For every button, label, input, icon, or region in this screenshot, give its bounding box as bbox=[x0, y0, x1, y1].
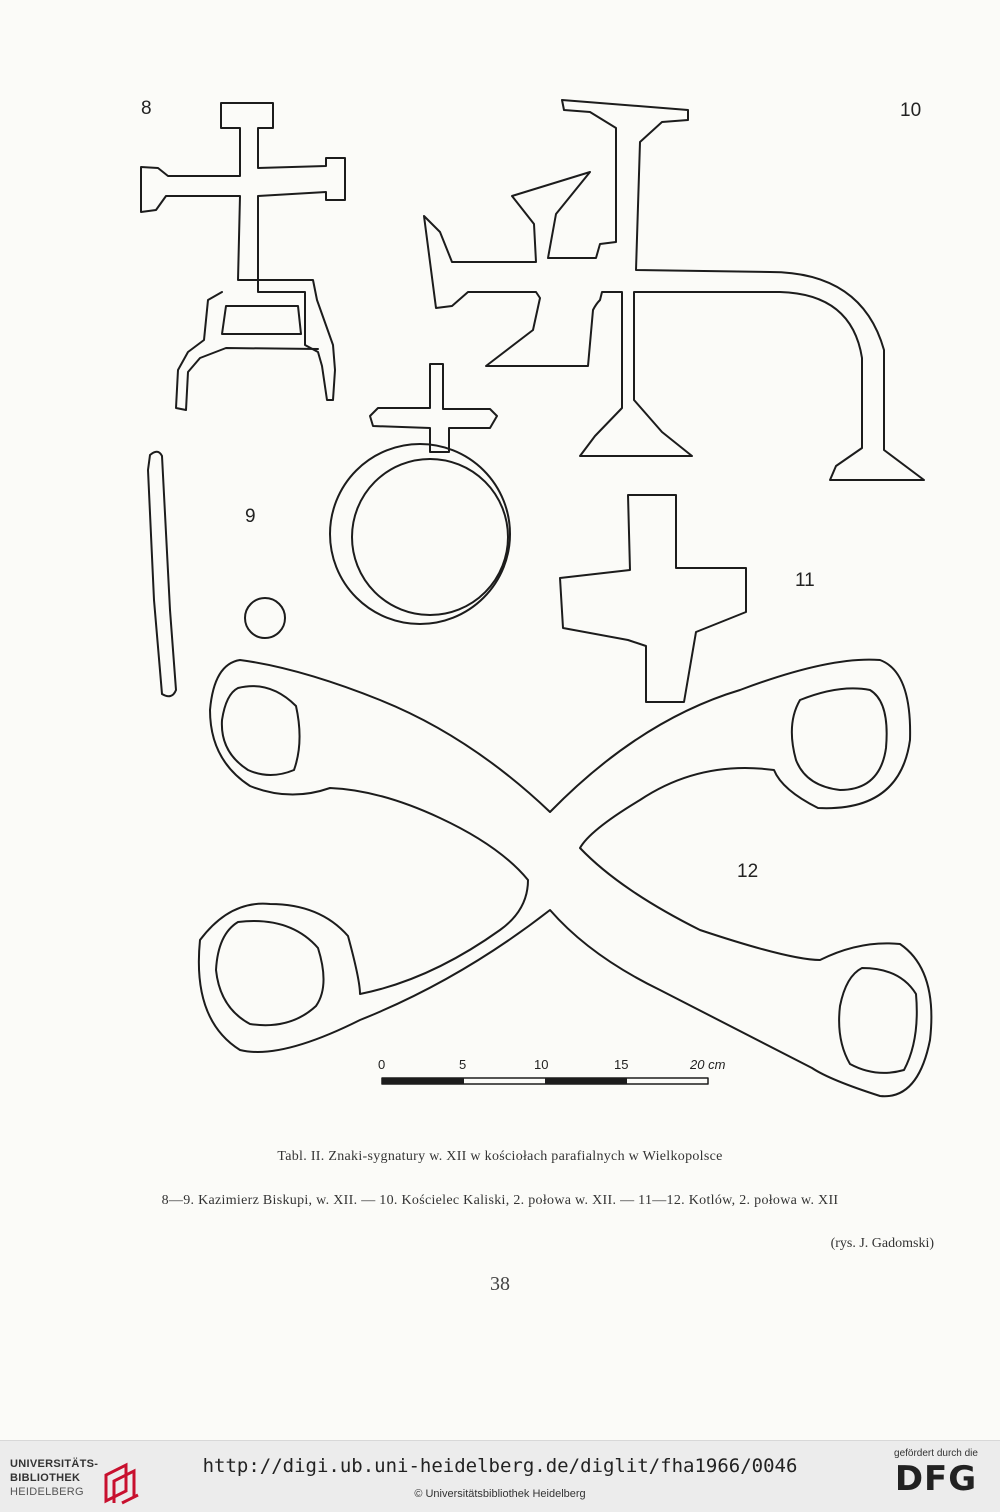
scale-tick-15: 15 bbox=[614, 1057, 629, 1072]
figure-label-11: 11 bbox=[795, 570, 815, 591]
caption-credit: (rys. J. Gadomski) bbox=[830, 1236, 934, 1251]
dfg-logo: DFG bbox=[894, 1459, 978, 1499]
mark-12-loop-cross bbox=[199, 660, 932, 1097]
mark-9-bar bbox=[148, 452, 176, 697]
viewer-footer bbox=[0, 1440, 1000, 1512]
figure-label-8: 8 bbox=[141, 98, 152, 119]
scale-bar bbox=[382, 1078, 708, 1084]
scale-tick-5: 5 bbox=[459, 1057, 467, 1072]
document-url-link[interactable]: http://digi.ub.uni-heidelberg.de/diglit/fha1966/0046 bbox=[202, 1455, 798, 1477]
mark-10-hook-cross bbox=[424, 100, 924, 480]
copyright-notice: © Universitätsbibliothek Heidelberg bbox=[414, 1488, 586, 1500]
figure-label-9: 9 bbox=[245, 506, 256, 527]
mark-9-dot bbox=[245, 598, 285, 638]
caption-title: Tabl. II. Znaki-sygnatury w. XII w kościołach parafialnych w Wielkopolsce bbox=[277, 1149, 723, 1164]
sponsor-text: gefördert durch die bbox=[894, 1448, 978, 1459]
library-line-3: HEIDELBERG bbox=[10, 1486, 84, 1498]
page-number: 38 bbox=[490, 1273, 510, 1295]
mark-11-cross bbox=[560, 495, 746, 702]
scale-tick-0: 0 bbox=[378, 1057, 386, 1072]
sponsor-logo[interactable] bbox=[886, 1448, 986, 1499]
scale-tick-10: 10 bbox=[534, 1057, 549, 1072]
mark-8-cross-stand bbox=[141, 103, 345, 410]
caption-detail: 8—9. Kazimierz Biskupi, w. XII. — 10. Kościelec Kaliski, 2. połowa w. XII. — 11—12. Kotlów, 2. połowa w. XII bbox=[161, 1193, 839, 1208]
figure-label-12: 12 bbox=[737, 861, 759, 882]
scale-tick-20cm: 20 cm bbox=[690, 1057, 726, 1072]
library-line-1: UNIVERSITÄTS- bbox=[10, 1458, 99, 1470]
figure-label-10: 10 bbox=[900, 100, 922, 121]
library-line-2: BIBLIOTHEK bbox=[10, 1472, 81, 1484]
mark-9-ring-cross bbox=[330, 364, 510, 624]
